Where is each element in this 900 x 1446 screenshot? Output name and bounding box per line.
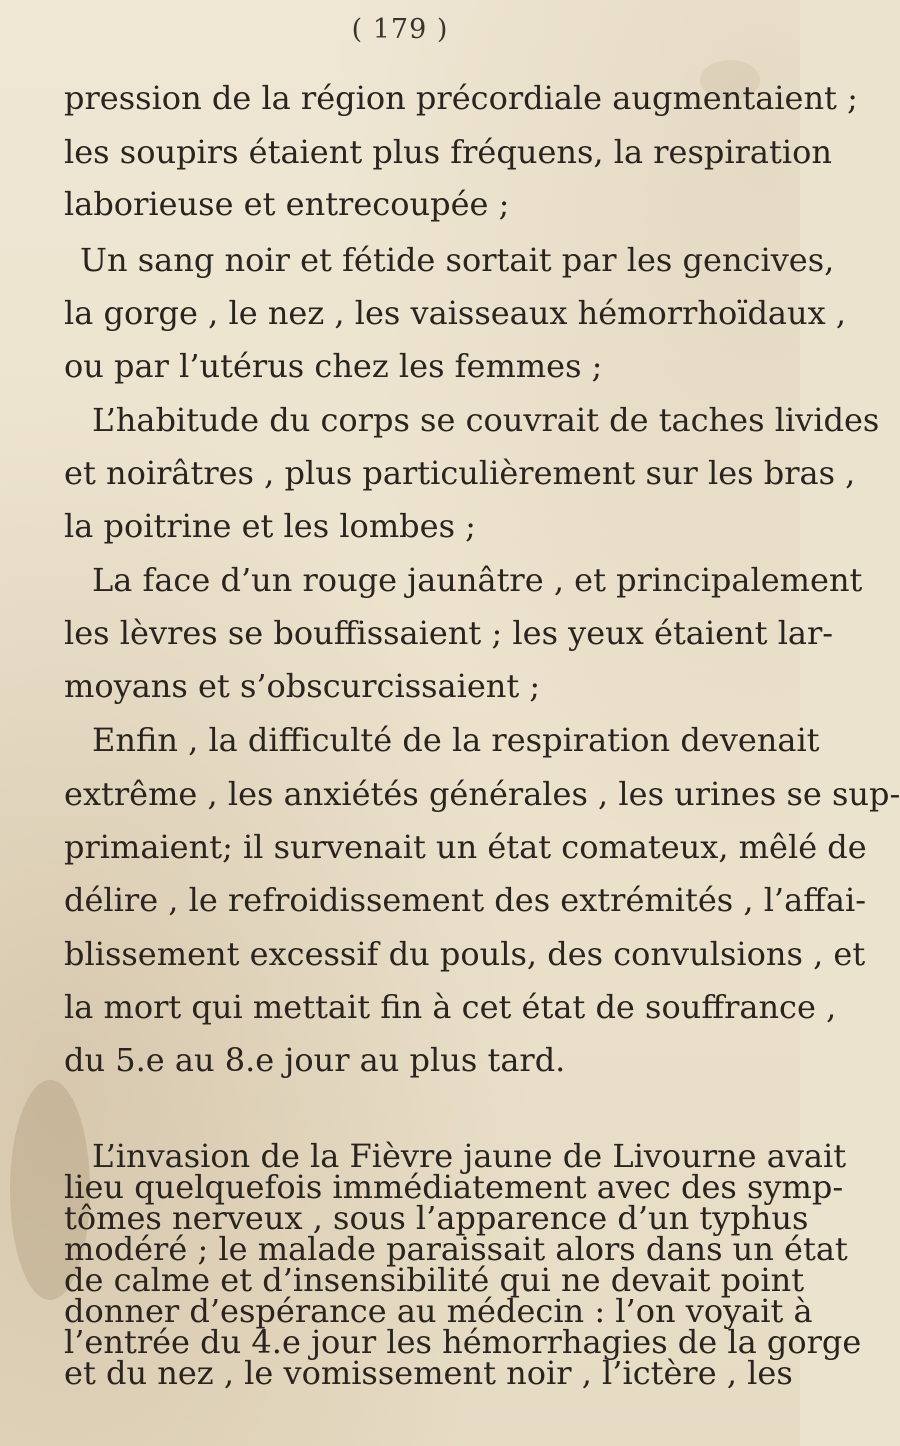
text-line: la mort qui mettait fin à cet état de souffrance , [64, 988, 837, 1026]
text-line: la poitrine et les lombes ; [64, 507, 476, 545]
text-line: laborieuse et entrecoupée ; [64, 185, 510, 223]
text-line: La face d’un rouge jaunâtre , et principalement [92, 561, 863, 599]
text-line: Un sang noir et fétide sortait par les gencives, [80, 241, 835, 279]
text-line: délire , le refroidissement des extrémités , l’affai- [64, 881, 867, 919]
text-line: pression de la région précordiale augmentaient ; [64, 79, 858, 117]
text-line: extrême , les anxiétés générales , les urines se sup- [64, 775, 900, 813]
text-line: les soupirs étaient plus fréquens, la respiration [64, 133, 832, 171]
text-line: blissement excessif du pouls, des convulsions , et [64, 935, 866, 973]
text-line: L’invasion de la Fièvre jaune de Livourne avait [92, 1137, 847, 1175]
text-line: les lèvres se bouffissaient ; les yeux étaient lar- [64, 614, 834, 652]
text-line: donner d’espérance au médecin : l’on voyait à [64, 1292, 813, 1330]
text-line: Enfin , la difficulté de la respiration devenait [92, 721, 820, 759]
text-line: tômes nerveux , sous l’apparence d’un typhus [64, 1199, 809, 1237]
text-line: modéré ; le malade paraissait alors dans un état [64, 1230, 848, 1268]
text-line: primaient; il survenait un état comateux, mêlé de [64, 828, 867, 866]
text-line: lieu quelquefois immédiatement avec des symp- [64, 1168, 844, 1206]
text-line: moyans et s’obscurcissaient ; [64, 667, 541, 705]
text-line: de calme et d’insensibilité qui ne devait point [64, 1261, 805, 1299]
page-number: ( 179 ) [351, 14, 449, 45]
text-line: du 5.e au 8.e jour au plus tard. [64, 1041, 566, 1079]
text-line: la gorge , le nez , les vaisseaux hémorrhoïdaux , [64, 294, 846, 332]
text-line: et noirâtres , plus particulièrement sur les bras , [64, 454, 856, 492]
text-line: L’habitude du corps se couvrait de taches livides [92, 401, 880, 439]
text-line: l’entrée du 4.e jour les hémorrhagies de la gorge [64, 1323, 862, 1361]
text-line: ou par l’utérus chez les femmes ; [64, 347, 603, 385]
text-line: et du nez , le vomissement noir , l’ictère , les [64, 1354, 793, 1392]
